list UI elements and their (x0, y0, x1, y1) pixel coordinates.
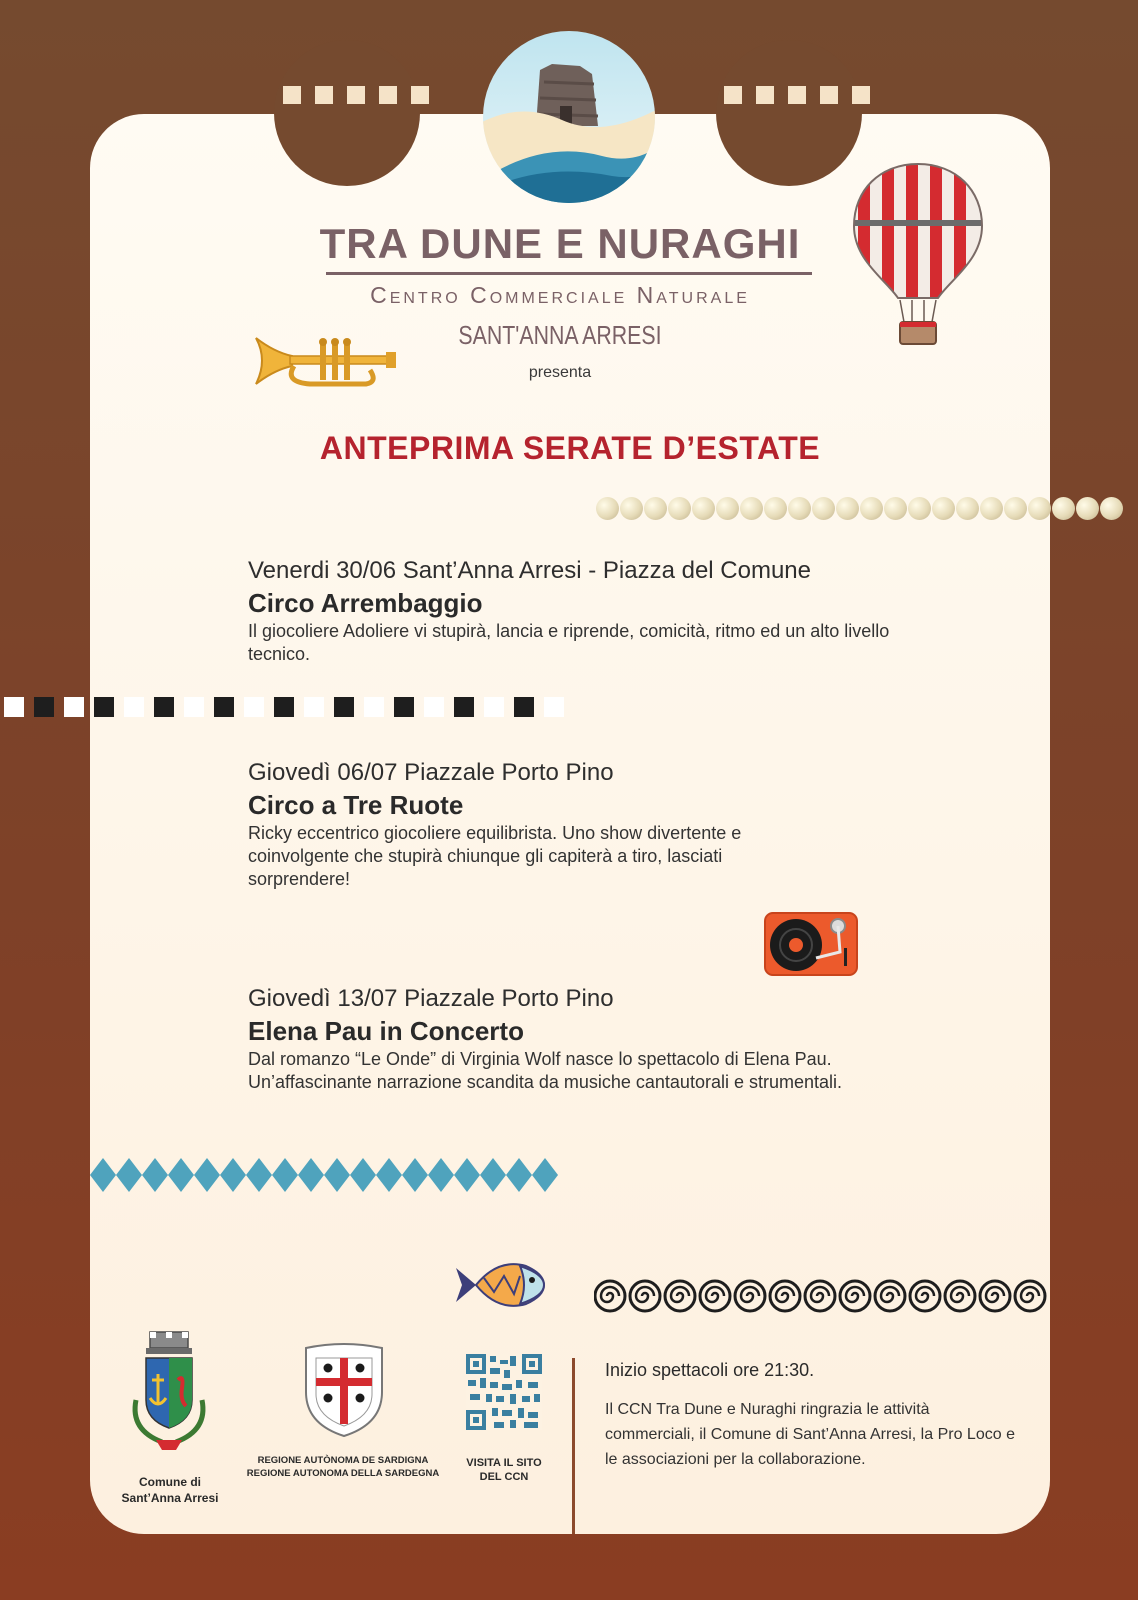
nuraghe-logo-icon (482, 30, 656, 204)
comune-caption-line2: Sant’Anna Arresi (121, 1491, 219, 1505)
headline: ANTEPRIMA SERATE D’ESTATE (319, 430, 821, 466)
event-3-desc: Dal romanzo “Le Onde” di Virginia Wolf nasce lo spettacolo di Elena Pau. Un’affascinante narrazione scandita da musiche cantautorali e strumentali. (248, 1049, 842, 1092)
event-1 (248, 556, 898, 666)
right-square-dots (724, 86, 870, 104)
event-2-when: Giovedì 06/07 Piazzale Porto Pino (248, 759, 614, 786)
event-2-desc: Ricky eccentrico giocoliere equilibrista. Uno show divertente e coinvolgente che stupirà chiunque gli capiterà a tiro, lasciati sorprendere! (248, 823, 742, 889)
regione-caption (238, 1454, 448, 1480)
pearl-string-decoration (596, 497, 1123, 520)
left-notch (274, 40, 420, 186)
brand-subtitle: Centro Commerciale Naturale (370, 282, 750, 308)
qr-code-icon[interactable] (466, 1354, 542, 1430)
visit-site-line2: DEL CCN (479, 1471, 529, 1483)
diamond-stripe-decoration (90, 1158, 558, 1192)
visit-site-caption (452, 1456, 556, 1484)
spiral-stripe-decoration (594, 1278, 1054, 1314)
footer-divider (572, 1358, 575, 1534)
event-2 (248, 758, 898, 891)
event-1-name: Circo Arrembaggio (248, 588, 483, 618)
trumpet-icon (254, 330, 398, 392)
event-3-name: Elena Pau in Concerto (248, 1016, 524, 1046)
visit-site-line1: VISITA IL SITO (466, 1457, 542, 1469)
left-square-dots (283, 86, 429, 104)
hot-air-balloon-icon (852, 162, 984, 352)
event-1-desc: Il giocoliere Adoliere vi stupirà, lancia e riprende, comicità, ritmo ed un alto livello tecnico. (248, 621, 890, 664)
checker-stripe-decoration (4, 697, 574, 717)
footer-info (605, 1360, 1015, 1472)
thanks-text: Il CCN Tra Dune e Nuraghi ringrazia le attività commerciali, il Comune di Sant’Anna Arresi, la Pro Loco e le associazioni per la collaborazione. (605, 1401, 1015, 1468)
show-start-time: Inizio spettacoli ore 21:30. (605, 1360, 815, 1380)
comune-coat-of-arms-icon (122, 1330, 216, 1460)
regione-sardegna-crest-icon (298, 1342, 390, 1438)
event-1-when: Venerdi 30/06 Sant’Anna Arresi - Piazza del Comune (248, 557, 812, 584)
brand-town: SANT'ANNA ARRESI (458, 320, 662, 350)
event-3-when: Giovedì 13/07 Piazzale Porto Pino (248, 985, 614, 1012)
presenta-text: presenta (528, 364, 592, 381)
brand-divider (326, 272, 812, 275)
comune-caption (100, 1474, 240, 1506)
right-notch (716, 40, 862, 186)
regione-caption-line1: REGIONE AUTÒNOMA DE SARDIGNA (257, 1455, 429, 1466)
event-3 (248, 984, 898, 1094)
event-2-name: Circo a Tre Ruote (248, 790, 464, 820)
comune-caption-line1: Comune di (139, 1475, 201, 1489)
fish-icon (454, 1256, 546, 1314)
turntable-icon (764, 912, 858, 976)
regione-caption-line2: REGIONE AUTONOMA DELLA SARDEGNA (246, 1468, 440, 1479)
brand-title: TRA DUNE E NURAGHI (319, 220, 801, 267)
